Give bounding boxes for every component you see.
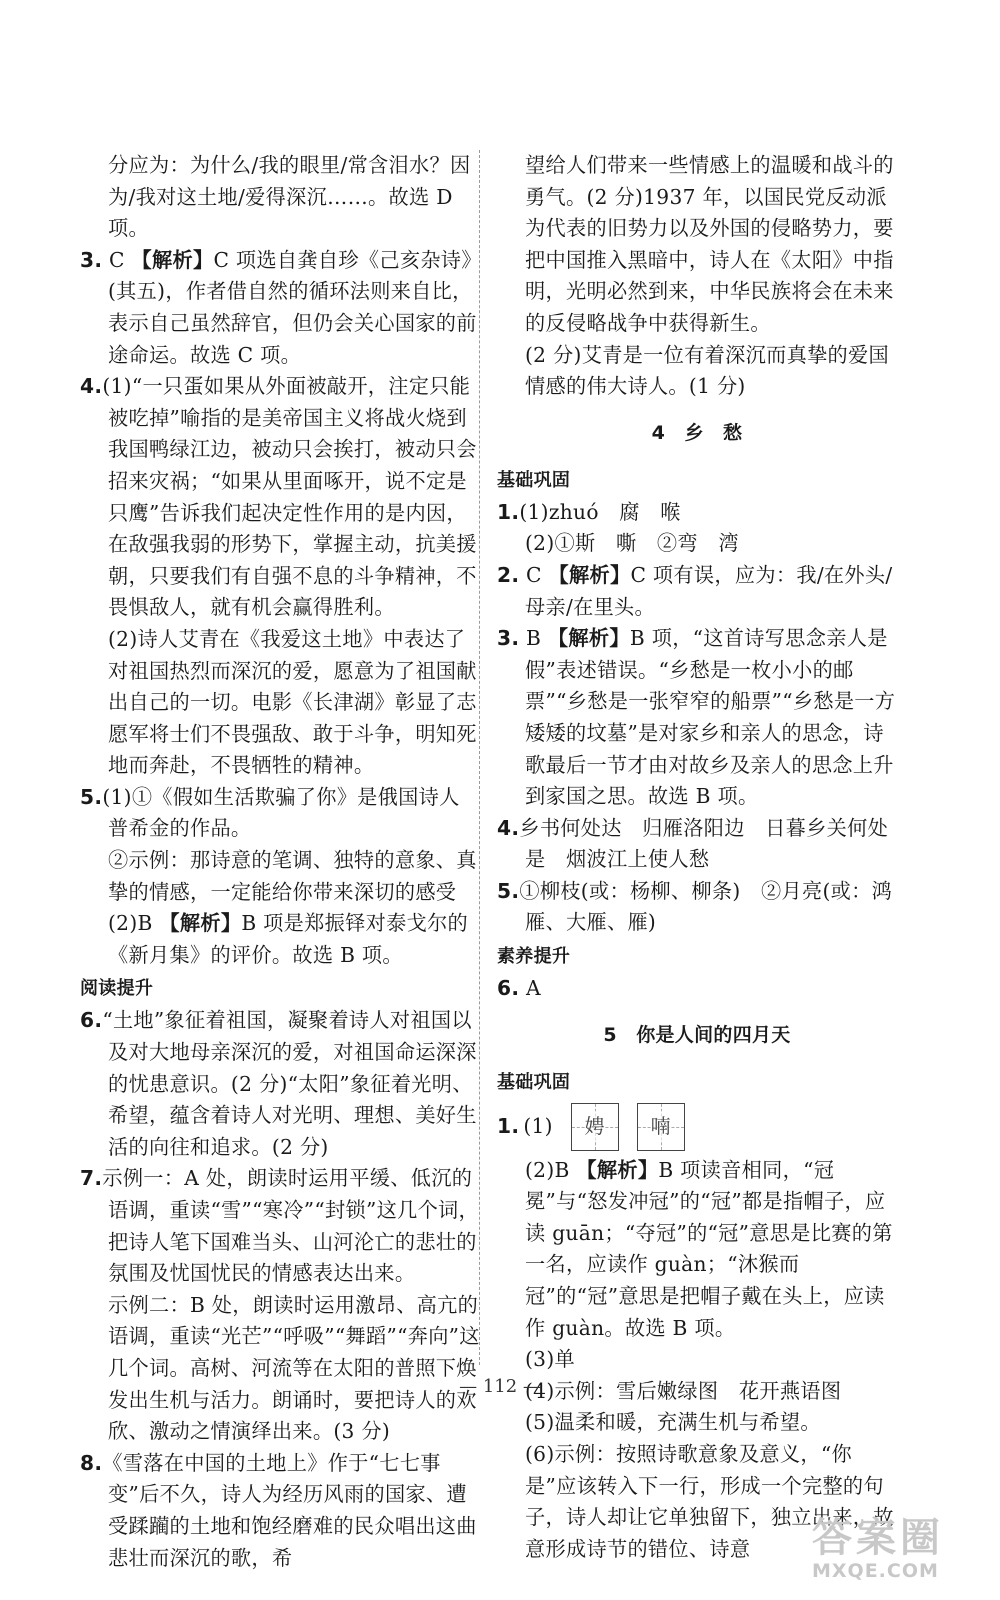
section-heading-basic-2: 基础巩固 bbox=[497, 1071, 571, 1093]
analysis-text: B 项，“这首诗写思念亲人是假”表述错误。“乡愁是一枚小小的邮票”“乡愁是一张窄窄的船票”“乡愁是一方矮矮的坟墓”是对家乡和亲人的思念，诗歌最后一节才由对故乡及亲人的思念上升到家国之思。故选 B 项。 bbox=[525, 626, 896, 809]
item-number: 5. bbox=[80, 784, 103, 809]
analysis-tag: 【解析】 bbox=[576, 1157, 659, 1182]
analysis-text: C 项选自龚自珍《己亥杂诗》(其五)，作者借自然的循环法则来自比，表示自己虽然辞官，但仍会关心国家的前途命运。故选 C 项。 bbox=[108, 247, 477, 367]
analysis-text: C 项有误，应为：我/在外头/母亲/在里头。 bbox=[525, 562, 893, 619]
answer-item-4 bbox=[80, 371, 480, 624]
character-grid-box bbox=[637, 1103, 685, 1151]
answer-text: 乡书何处达 归雁洛阳边 日暮乡关何处是 烟波江上使人愁 bbox=[519, 815, 889, 872]
item-number: 6. bbox=[80, 1008, 103, 1033]
answer-choice: B bbox=[526, 626, 542, 651]
grid-character: 喃 bbox=[651, 1111, 671, 1143]
answer-item-4-part-2: (2)诗人艾青在《我爱这土地》中表达了对祖国热烈而深沉的爱，愿意为了祖国献出自己的一切。电影《长津湖》彰显了志愿军将士们不畏强敌、敢于斗争，明知死地而奔赴，不畏牺牲的精神。 bbox=[108, 626, 477, 778]
answer-text: 示例一：A 处，朗读时运用平缓、低沉的语调，重读“雪”“寒冷”“封锁”这几个词，把诗人笔下国难当头、山河沦亡的悲壮的氛围及忧国忧民的情感表达出来。 bbox=[102, 1166, 480, 1286]
answer-choice: (2)B bbox=[108, 911, 153, 936]
answer-choice: C bbox=[109, 247, 125, 272]
item-number: 6. bbox=[497, 976, 520, 1001]
answer-item-5 bbox=[80, 782, 480, 845]
answer-item-7-part-2: 示例二：B 处，朗读时运用激昂、高亢的语调，重读“光芒”“呼吸”“舞蹈”“奔向”这几个词。高树、河流等在太阳的普照下焕发出生机与活力。朗诵时，要把诗人的欢欣、激动之情演绎出来。(3 分) bbox=[108, 1292, 480, 1444]
analysis-tag: 【解析】 bbox=[131, 247, 214, 272]
lesson-title-4: 4 乡 愁 bbox=[651, 421, 743, 444]
analysis-text: B 项是郑振铎对泰戈尔的《新月集》的评价。故选 B 项。 bbox=[108, 911, 469, 967]
watermark-bottom-text: MXQE.COM bbox=[812, 1560, 939, 1582]
item-number: 3. bbox=[497, 626, 520, 651]
answer-text: 《雪落在中国的土地上》作于“七七事变”后不久，诗人为经历风雨的国家、遭受蹂躏的土地和饱经磨难的民众唱出这曲悲壮而深沉的歌，希 bbox=[102, 1450, 477, 1570]
watermark-logo bbox=[812, 1516, 982, 1586]
page-number: — 112 — bbox=[459, 1376, 541, 1397]
analysis-tag: 【解析】 bbox=[548, 562, 631, 587]
grid-character: 娉 bbox=[585, 1111, 605, 1143]
item-number: 3. bbox=[80, 247, 103, 272]
answer-item-3 bbox=[497, 623, 897, 813]
answer-item-5 bbox=[497, 876, 897, 939]
answer-item-7 bbox=[80, 1163, 480, 1289]
answer-text: “土地”象征着祖国，凝聚着诗人对祖国以及对大地母亲深沉的爱，对祖国命运深深的忧患意识。(2 分)“太阳”象征着光明、希望，蕴含着诗人对光明、理想、美好生活的向往和追求。(2 分) bbox=[102, 1008, 477, 1159]
item-number: 7. bbox=[80, 1166, 103, 1191]
answer-text: (1)①《假如生活欺骗了你》是俄国诗人普希金的作品。 bbox=[102, 784, 460, 841]
analysis-text: B 项读音相同，“冠冕”与“怒发冲冠”的“冠”都是指帽子，应读 guān；“夺冠”的“冠”意思是比赛的第一名，应读作 guàn；“沐猴而冠”的“冠”意思是把帽子戴在头上，应读作 guàn。故选 B 项。 bbox=[525, 1157, 893, 1340]
watermark-top-text: 答案圈 bbox=[812, 1515, 944, 1561]
section-heading-basic: 基础巩固 bbox=[497, 469, 571, 491]
item-number: 4. bbox=[497, 815, 520, 840]
section-heading-quality: 素养提升 bbox=[497, 946, 571, 968]
answer-item-8 bbox=[80, 1448, 480, 1574]
answer-text: (1)“一只蛋如果从外面被敲开，注定只能被吃掉”喻指的是美帝国主义将战火烧到我国鸭绿江边，被动只会挨打，被动只会招来灾祸；“如果从里面啄开，说不定是只鹰”告诉我们起决定性作用的是内因，在敌强我弱的形势下，掌握主动，抗美援朝，只要我们有自强不息的斗争精神，不畏惧敌人，就有机会赢得胜利。 bbox=[102, 374, 477, 620]
item-number: 1. bbox=[497, 499, 520, 524]
answer-item-5-part-3 bbox=[80, 908, 480, 971]
answer-item-1-part-6: (6)示例：按照诗歌意象及意义，“你是”应该转入下一行，形成一个完整的句子，诗人却让它单独留下，独立出来，故意形成诗节的错位、诗意 bbox=[525, 1442, 894, 1561]
item-number: 8. bbox=[80, 1450, 103, 1475]
answer-continuation: 分应为：为什么/我的眼里/常含泪水？因为/我对这土地/爱得深沉……。故选 D 项。 bbox=[108, 153, 471, 241]
answer-text: ①柳枝(或：杨柳、柳条) ②月亮(或：鸿雁、大雁、雁) bbox=[519, 878, 893, 935]
section-heading-reading: 阅读提升 bbox=[80, 978, 154, 1000]
analysis-tag: 【解析】 bbox=[159, 911, 242, 936]
answer-choice: (2)B bbox=[525, 1157, 570, 1182]
item-number: 4. bbox=[80, 374, 103, 399]
answer-text: A bbox=[526, 976, 541, 1001]
item-number: 1. bbox=[497, 1113, 520, 1138]
answer-item-1-part-3: (3)单 bbox=[525, 1347, 575, 1372]
answer-item-1-part-2: (2)①斯 嘶 ②弯 湾 bbox=[525, 531, 739, 556]
character-grid-box bbox=[571, 1103, 619, 1151]
answer-text: (1)zhuó 腐 喉 bbox=[519, 499, 681, 524]
item-number: 2. bbox=[497, 562, 520, 587]
answer-choice: C bbox=[526, 562, 542, 587]
analysis-tag: 【解析】 bbox=[547, 626, 630, 651]
answer-continuation: 望给人们带来一些情感上的温暖和战斗的勇气。(2 分)1937 年，以国民党反动派为代表的旧势力以及外国的侵略势力，要把中国推入黑暗中，诗人在《太阳》中指明，光明必然到来，中华民族将会在未来的反侵略战争中获得新生。 bbox=[525, 153, 894, 335]
answer-continuation-2: (2 分)艾青是一位有着深沉而真挚的爱国情感的伟大诗人。(1 分) bbox=[525, 342, 890, 399]
answer-item-6 bbox=[80, 1005, 480, 1163]
right-column bbox=[497, 150, 897, 1565]
answer-item-2 bbox=[497, 560, 897, 623]
lesson-title-5: 5 你是人间的四月天 bbox=[603, 1023, 791, 1046]
answer-item-5-part-2: ②示例：那诗意的笔调、独特的意象、真挚的情感，一定能给你带来深切的感受 bbox=[108, 848, 477, 904]
answer-item-4 bbox=[497, 813, 897, 876]
left-column bbox=[80, 150, 480, 1574]
item-number: 5. bbox=[497, 878, 520, 903]
answer-item-3 bbox=[80, 245, 480, 371]
answer-item-1-part-2 bbox=[497, 1155, 897, 1345]
answer-item-1 bbox=[497, 497, 897, 529]
sub-item-label: (1) bbox=[523, 1113, 553, 1138]
answer-item-1-boxes bbox=[497, 1099, 897, 1155]
answer-item-6 bbox=[497, 973, 897, 1005]
answer-item-1-part-4: (4)示例：雪后嫩绿图 花开燕语图 bbox=[525, 1378, 842, 1403]
answer-item-1-part-5: (5)温柔和暖，充满生机与希望。 bbox=[525, 1410, 821, 1435]
